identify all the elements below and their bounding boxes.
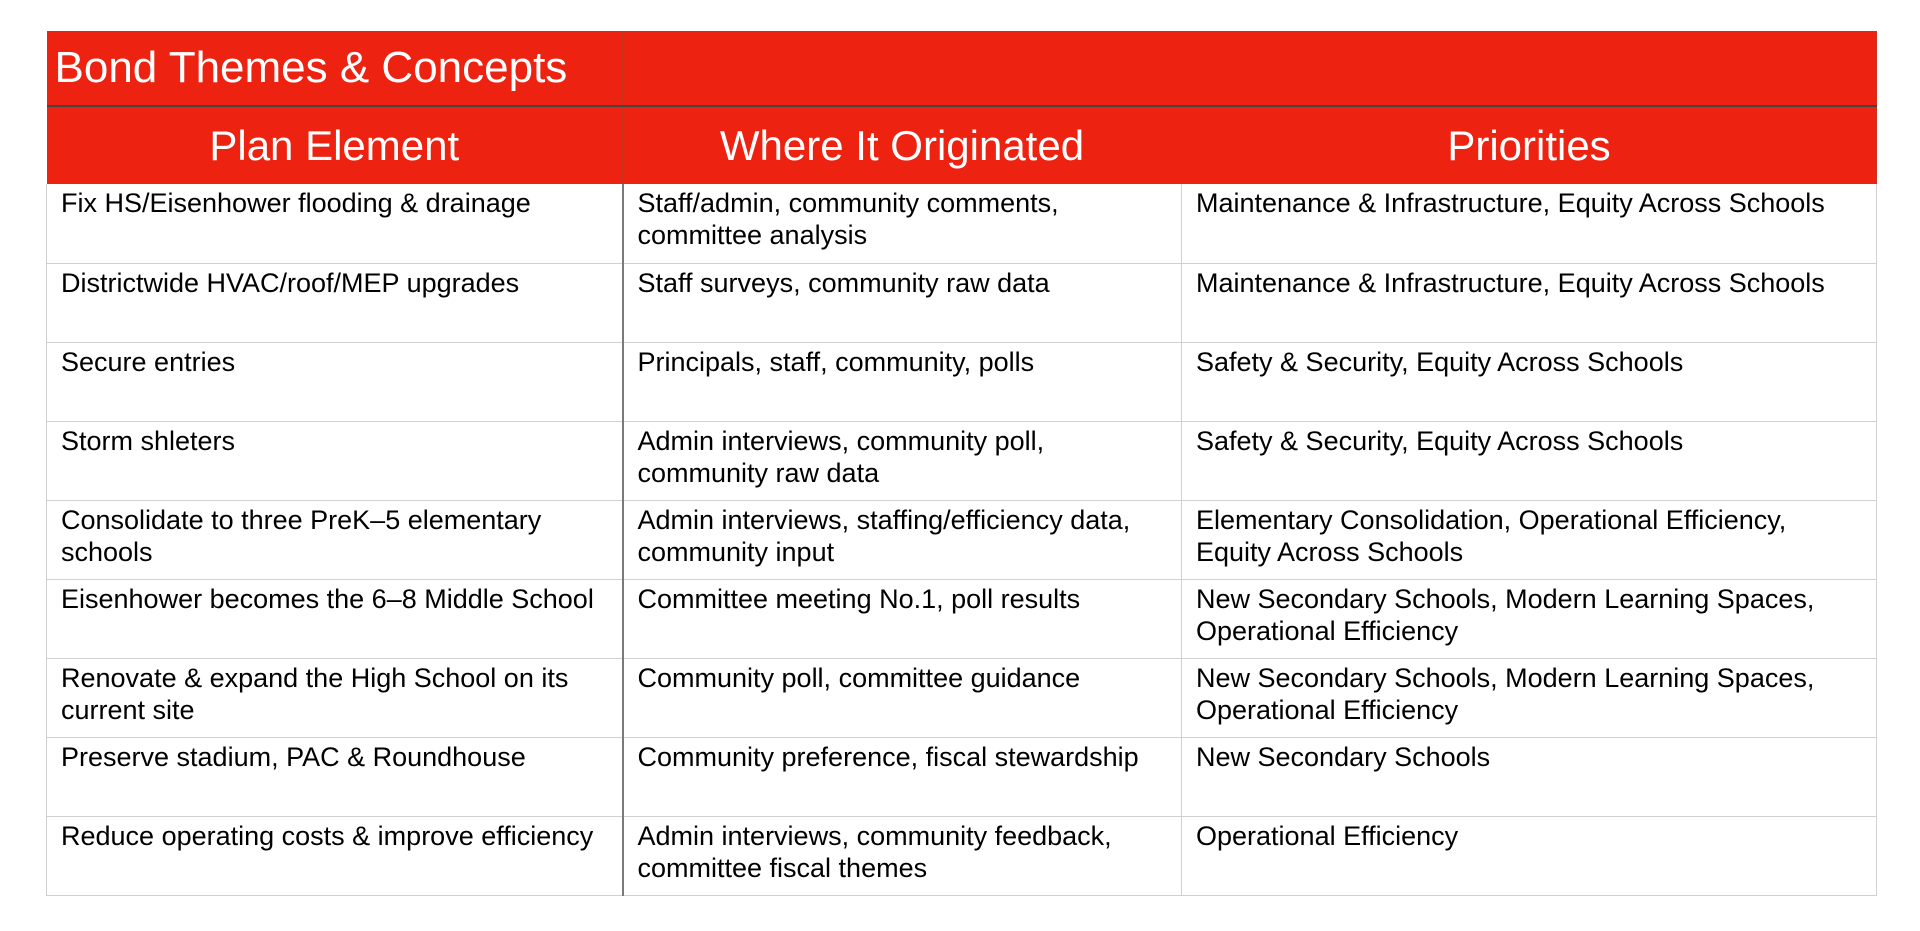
table-title: Bond Themes & Concepts	[47, 31, 623, 106]
table-title-row	[47, 31, 1877, 106]
origin-cell: Principals, staff, community, polls	[623, 342, 1182, 421]
origin-cell: Staff/admin, community comments, committee analysis	[623, 184, 1182, 263]
title-row-blank-cell	[623, 31, 1182, 106]
plan-element-cell: Renovate & expand the High School on its current site	[47, 658, 623, 737]
origin-cell: Community preference, fiscal stewardship	[623, 737, 1182, 816]
table-row	[47, 658, 1877, 737]
priorities-cell: Elementary Consolidation, Operational Efficiency, Equity Across Schools	[1182, 500, 1877, 579]
column-header-plan-element: Plan Element	[47, 106, 623, 184]
priorities-cell: Operational Efficiency	[1182, 816, 1877, 895]
column-header-priorities: Priorities	[1182, 106, 1877, 184]
plan-element-cell: Eisenhower becomes the 6–8 Middle School	[47, 579, 623, 658]
table-row	[47, 737, 1877, 816]
column-header-where-it-originated: Where It Originated	[623, 106, 1182, 184]
plan-element-cell: Secure entries	[47, 342, 623, 421]
origin-cell: Community poll, committee guidance	[623, 658, 1182, 737]
origin-cell: Committee meeting No.1, poll results	[623, 579, 1182, 658]
plan-element-cell: Storm shleters	[47, 421, 623, 500]
table-row	[47, 579, 1877, 658]
table-row	[47, 421, 1877, 500]
plan-element-cell: Reduce operating costs & improve efficiency	[47, 816, 623, 895]
title-row-blank-cell	[1182, 31, 1877, 106]
priorities-cell: New Secondary Schools, Modern Learning Spaces, Operational Efficiency	[1182, 658, 1877, 737]
priorities-cell: Maintenance & Infrastructure, Equity Across Schools	[1182, 263, 1877, 342]
bond-themes-table	[46, 31, 1877, 896]
priorities-cell: New Secondary Schools, Modern Learning Spaces, Operational Efficiency	[1182, 579, 1877, 658]
plan-element-cell: Districtwide HVAC/roof/MEP upgrades	[47, 263, 623, 342]
table-row	[47, 816, 1877, 895]
table-row	[47, 263, 1877, 342]
priorities-cell: Maintenance & Infrastructure, Equity Across Schools	[1182, 184, 1877, 263]
priorities-cell: New Secondary Schools	[1182, 737, 1877, 816]
table-header-row	[47, 106, 1877, 184]
plan-element-cell: Preserve stadium, PAC & Roundhouse	[47, 737, 623, 816]
table-row	[47, 342, 1877, 421]
origin-cell: Admin interviews, staffing/efficiency data, community input	[623, 500, 1182, 579]
origin-cell: Admin interviews, community poll, community raw data	[623, 421, 1182, 500]
table-row	[47, 500, 1877, 579]
origin-cell: Admin interviews, community feedback, committee fiscal themes	[623, 816, 1182, 895]
origin-cell: Staff surveys, community raw data	[623, 263, 1182, 342]
priorities-cell: Safety & Security, Equity Across Schools	[1182, 342, 1877, 421]
plan-element-cell: Fix HS/Eisenhower flooding & drainage	[47, 184, 623, 263]
priorities-cell: Safety & Security, Equity Across Schools	[1182, 421, 1877, 500]
table-row	[47, 184, 1877, 263]
plan-element-cell: Consolidate to three PreK–5 elementary schools	[47, 500, 623, 579]
